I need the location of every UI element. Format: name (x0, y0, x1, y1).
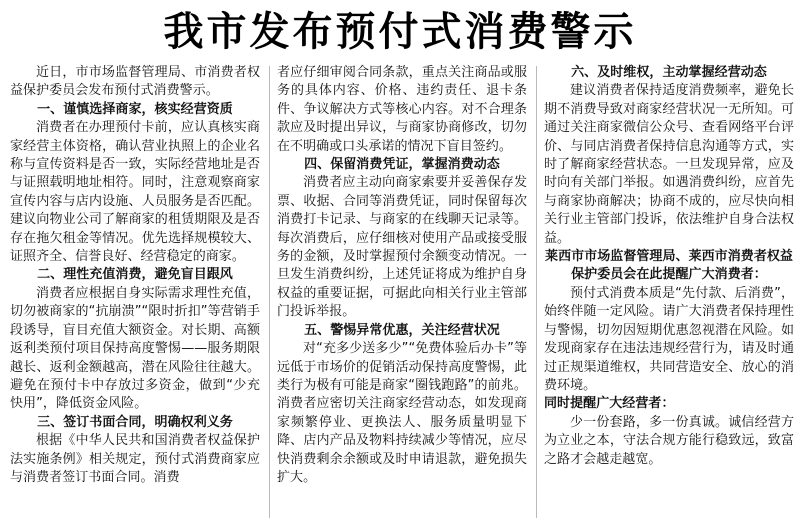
body-paragraph: 预付式消费本质是“先付款、后消费”，始终伴随一定风险。请广大消费者保持理性与警惕，切勿因短期优惠忽视潜在风险。如发现商家存在违法违规经营行为，请及时通过正规渠道维权，共同营造安全、放心的消费环境。 (544, 285, 794, 393)
section-heading: 同时提醒广大经营者： (544, 396, 675, 412)
section-heading: 莱西市市场监督管理局、莱西市消费者权益保护委员会在此提醒广大消费者： (545, 249, 793, 283)
section-heading: 六、及时维权，主动掌握经营动态 (571, 65, 767, 80)
section-heading: 五、警惕异常优惠，关注经营状况 (304, 322, 500, 338)
article-column-1 (10, 64, 260, 522)
section-heading: 二、理性充值消费，避免盲目跟风 (37, 267, 233, 283)
article-column-2 (277, 64, 527, 522)
body-paragraph: 消费者应主动向商家索要并妥善保存发票、收据、合同等消费凭证，同时保留每次消费打卡记录、与商家的在线聊天记录等。每次消费后，应仔细核对使用产品或接受服务的金额，及时掌握预付余额变动情况。一旦发生消费纠纷，上述凭证将成为维护自身权益的重要证据，可据此向相关行业主管部门投诉举报。 (277, 175, 527, 320)
body-paragraph: 对“充多少送多少”“免费体验后办卡”等远低于市场价的促销活动保持高度警惕，此类行为极有可能是商家“圈钱跑路”的前兆。消费者应密切关注商家经营动态，如发现商家频繁停业、更换法人、服务质量明显下降、店内产品及物料持续减少等情况，应尽快消费剩余余额或及时申请退款，避免损失扩大。 (277, 341, 527, 485)
section-heading: 四、保留消费凭证，掌握消费动态 (304, 157, 500, 173)
column-divider (536, 66, 537, 518)
article-headline: 我市发布预付式消费警示 (163, 8, 637, 55)
body-paragraph: 近日，市市场监督管理局、市消费者权益保护委员会发布预付式消费警示。 (10, 65, 260, 99)
column-divider (269, 66, 270, 518)
body-paragraph: 根据《中华人民共和国消费者权益保护法实施条例》相关规定，预付式消费商家应与消费者签订书面合同。消费 (10, 433, 260, 485)
body-paragraph: 消费者在办理预付卡前，应认真核实商家经营主体资格，确认营业执照上的企业名称与宣传资料是否一致，实际经营地址是否与证照载明地址相符。同时，注意观察商家宣传内容与店内设施、人员服务是否匹配。建议向物业公司了解商家的租赁期限及是否存在拖欠租金等情况。优先选择规模较大、证照齐全、信誉良好、经营稳定的商家。 (10, 120, 260, 265)
body-paragraph: 少一份套路，多一份真诚。诚信经营方为立业之本，守法合规方能行稳致远，致富之路才会越走越宽。 (544, 414, 794, 467)
article-column-3 (544, 64, 794, 522)
body-paragraph: 消费者应根据自身实际需求理性充值，切勿被商家的“抗崩溃”“限时折扣”等营销手段诱导，盲目充值大额资金。对长期、高额返利类预付项目保持高度警惕——服务期限越长、返利金额越高，潜在风险往往越大。避免在预付卡中存放过多资金，做到“少充快用”，降低资金风险。 (10, 285, 260, 412)
body-paragraph: 者应仔细审阅合同条款，重点关注商品或服务的具体内容、价格、违约责任、退卡条件、争议解决方式等核心内容。对不合理条款应及时提出异议，与商家协商修改，切勿在不明确或口头承诺的情况下盲目签约。 (277, 65, 527, 154)
body-paragraph: 建议消费者保持适度消费频率，避免长期不消费导致对商家经营状况一无所知。可通过关注商家微信公众号、查看网络平台评价、与同店消费者保持信息沟通等方式，实时了解商家经营状态。一旦发现异常，应及时向有关部门举报。如遇消费纠纷，应首先与商家协商解决；协商不成的，应尽快向相关行业主管部门投诉，依法维护自身合法权益。 (544, 83, 794, 246)
section-heading: 一、谨慎选择商家，核实经营资质 (37, 101, 233, 117)
section-heading: 三、签订书面合同，明确权利义务 (37, 414, 233, 430)
